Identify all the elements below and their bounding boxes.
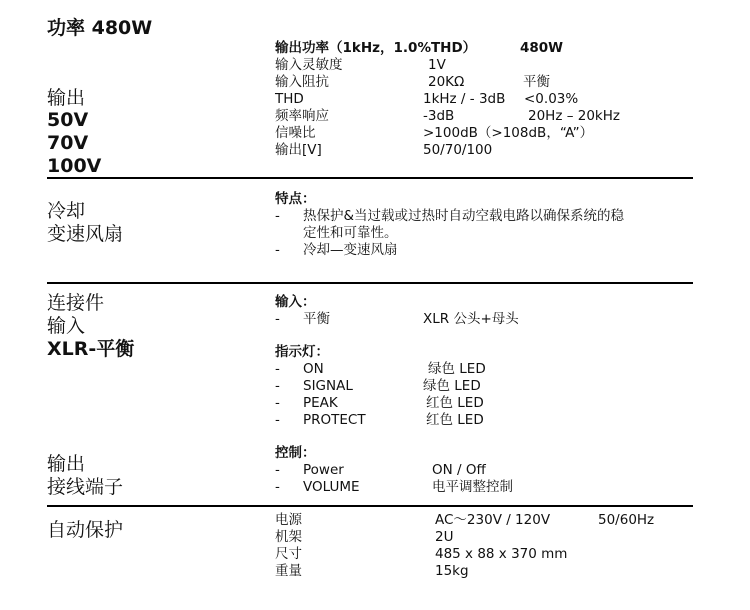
bullet-dash: - — [275, 378, 280, 394]
control-name: Power — [303, 462, 344, 478]
control-value: 电平调整控制 — [432, 479, 513, 495]
spec-value: 1kHz / - 3dB — [423, 91, 506, 107]
xlr-heading: XLR-平衡 — [47, 338, 135, 360]
spec-label: 电源 — [275, 512, 302, 528]
spec-value: >100dB（>108dB，“A”） — [423, 125, 594, 141]
power-heading: 功率 480W — [47, 17, 153, 39]
features-title: 特点： — [275, 191, 316, 207]
feature-text: 定性和可靠性。 — [303, 225, 398, 241]
terminal-heading: 接线端子 — [47, 476, 124, 498]
spec-extra: 50/60Hz — [598, 512, 655, 528]
bullet-dash: - — [275, 242, 280, 258]
spec-extra: <0.03% — [524, 91, 579, 107]
fan-heading: 变速风扇 — [47, 223, 124, 245]
spec-label: THD — [275, 91, 304, 107]
bullet-dash: - — [275, 462, 280, 478]
bullet-dash: - — [275, 412, 280, 428]
section-divider — [47, 282, 693, 284]
spec-value: 15kg — [435, 563, 469, 579]
connectors-heading: 连接件 — [47, 292, 105, 314]
control-name: VOLUME — [303, 479, 360, 495]
spec-value: 2U — [435, 529, 454, 545]
section-divider — [47, 505, 693, 507]
spec-label: 输入灵敏度 — [275, 57, 343, 73]
input-type: 平衡 — [303, 311, 330, 327]
output-power-label: 输出功率（1kHz，1.0%THD） — [275, 40, 477, 56]
feature-text: 冷却—变速风扇 — [303, 242, 398, 258]
output-heading: 输出 — [47, 453, 86, 475]
input-connector: XLR 公头+母头 — [423, 311, 519, 327]
spec-extra: 平衡 — [523, 74, 550, 90]
spec-label: 重量 — [275, 563, 302, 579]
output-heading: 输出 — [47, 87, 86, 109]
indicator-name: ON — [303, 361, 324, 377]
spec-value: 485 x 88 x 370 mm — [435, 546, 568, 562]
spec-label: 信噪比 — [275, 125, 316, 141]
bullet-dash: - — [275, 311, 280, 327]
indicator-name: SIGNAL — [303, 378, 353, 394]
bullet-dash: - — [275, 208, 280, 224]
spec-label: 输出[V] — [275, 142, 322, 158]
output-power-value: 480W — [520, 40, 564, 56]
feature-text: 热保护&当过载或过热时自动空载电路以确保系统的稳 — [303, 208, 625, 224]
spec-label: 尺寸 — [275, 546, 302, 562]
spec-label: 频率响应 — [275, 108, 329, 124]
indicator-title: 指示灯： — [275, 344, 329, 360]
cooling-heading: 冷却 — [47, 200, 86, 222]
spec-label: 输入阻抗 — [275, 74, 329, 90]
input-heading: 输入 — [47, 315, 86, 337]
voltage-70v: 70V — [47, 132, 89, 154]
control-value: ON / Off — [432, 462, 486, 478]
spec-value: 20KΩ — [428, 74, 465, 90]
bullet-dash: - — [275, 479, 280, 495]
indicator-color: 红色 LED — [426, 395, 484, 411]
spec-value: AC～230V / 120V — [435, 512, 551, 528]
voltage-50v: 50V — [47, 109, 89, 131]
indicator-name: PEAK — [303, 395, 338, 411]
control-title: 控制： — [275, 445, 316, 461]
bullet-dash: - — [275, 361, 280, 377]
indicator-color: 红色 LED — [426, 412, 484, 428]
indicator-color: 绿色 LED — [423, 378, 481, 394]
voltage-100v: 100V — [47, 155, 102, 177]
spec-value: 50/70/100 — [423, 142, 493, 158]
indicator-color: 绿色 LED — [428, 361, 486, 377]
spec-label: 机架 — [275, 529, 302, 545]
input-title: 输入： — [275, 294, 316, 310]
indicator-name: PROTECT — [303, 412, 366, 428]
bullet-dash: - — [275, 395, 280, 411]
spec-extra: 20Hz – 20kHz — [528, 108, 620, 124]
auto-protection-heading: 自动保护 — [47, 519, 124, 541]
spec-value: 1V — [428, 57, 446, 73]
section-divider — [47, 177, 693, 179]
spec-value: -3dB — [423, 108, 455, 124]
